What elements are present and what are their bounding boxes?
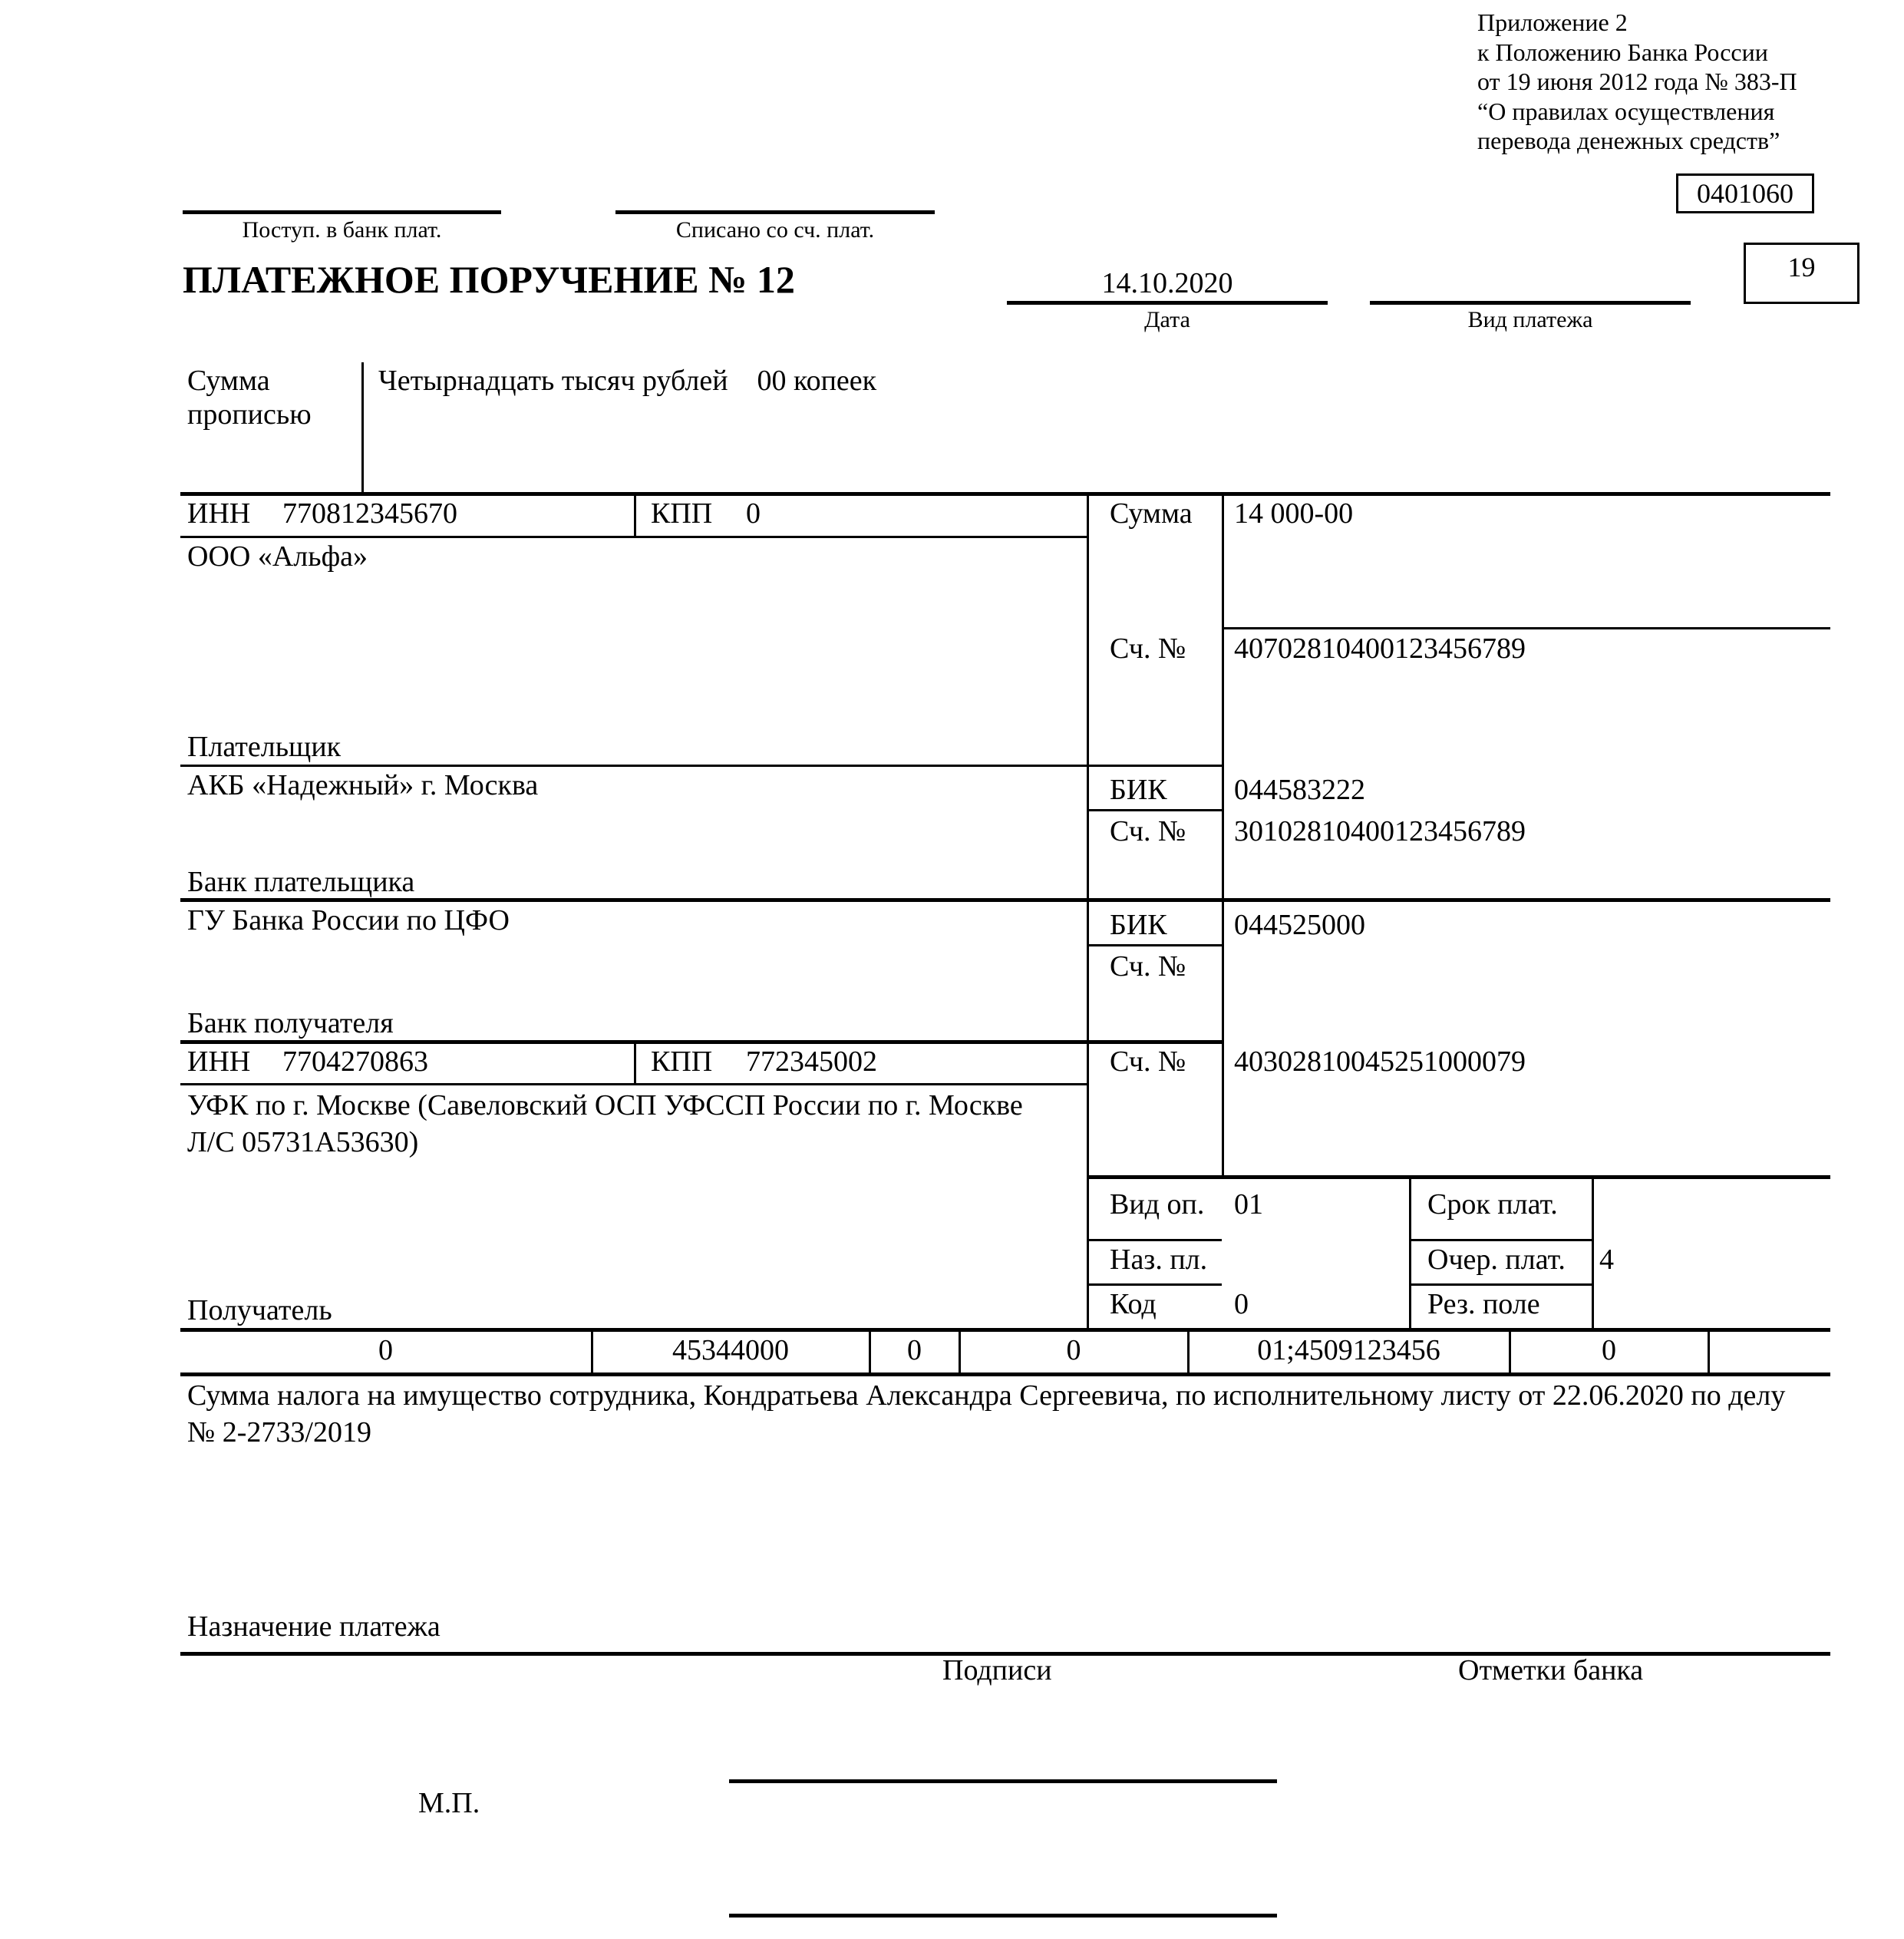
recipient-kpp-label: КПП — [651, 1045, 713, 1078]
date-line — [1007, 301, 1328, 305]
form-code-box — [1676, 173, 1814, 213]
recipient-account[interactable]: 40302810045251000079 — [1234, 1045, 1526, 1078]
op-type[interactable]: 01 — [1234, 1188, 1263, 1221]
sum-value[interactable]: 14 000-00 — [1234, 497, 1354, 530]
tax-field-status[interactable]: 0 — [378, 1334, 393, 1366]
code-label: Код — [1110, 1288, 1157, 1320]
recipient-bank-bik[interactable]: 044525000 — [1234, 909, 1365, 941]
priority-value[interactable]: 4 — [1599, 1244, 1614, 1276]
appendix-line: “О правилах осуществления — [1477, 97, 1775, 125]
payer-bank-corr[interactable]: 30102810400123456789 — [1234, 815, 1526, 847]
stamp-label: М.П. — [418, 1787, 480, 1819]
grid-line — [180, 492, 1830, 496]
amount-words-divider — [361, 362, 364, 494]
grid-line — [1087, 1175, 1830, 1179]
debited-date-line[interactable] — [615, 210, 935, 214]
tax-field-oktmo[interactable]: 45344000 — [672, 1334, 789, 1366]
recipient-inn[interactable]: 7704270863 — [282, 1045, 428, 1078]
reserve-field-label: Рез. поле — [1427, 1288, 1540, 1320]
received-label: Поступ. в банк плат. — [242, 217, 442, 243]
grid-line — [634, 494, 636, 537]
appendix-line: от 19 июня 2012 года № 383-П — [1477, 68, 1797, 95]
received-date-line[interactable] — [183, 210, 501, 214]
payer-bank-bik-label: БИК — [1110, 774, 1167, 806]
sum-label: Сумма — [1110, 497, 1193, 530]
grid-line — [1409, 1239, 1593, 1241]
grid-line — [1087, 1239, 1222, 1241]
grid-line — [180, 1372, 1830, 1376]
payer-account-label: Сч. № — [1110, 633, 1186, 665]
signature-line-1[interactable] — [729, 1779, 1277, 1783]
recipient-bank-bik-label: БИК — [1110, 909, 1167, 941]
status-code-box[interactable] — [1744, 243, 1859, 304]
payer-kpp[interactable]: 0 — [746, 497, 761, 530]
grid-line — [180, 765, 1222, 767]
grid-line — [1087, 1283, 1222, 1286]
payment-type-line — [1370, 301, 1691, 305]
payer-bank-bik[interactable]: 044583222 — [1234, 774, 1365, 806]
priority-label: Очер. плат. — [1427, 1244, 1566, 1276]
recipient-bank-name[interactable]: ГУ Банка России по ЦФО — [187, 904, 510, 936]
grid-line — [180, 1040, 1222, 1044]
date-value[interactable]: 14.10.2020 — [1101, 267, 1233, 299]
grid-line — [1708, 1330, 1710, 1373]
grid-line — [180, 1328, 1830, 1332]
appendix-line: Приложение 2 — [1477, 8, 1628, 36]
recipient-inn-label: ИНН — [187, 1045, 251, 1078]
appendix-line: перевода денежных средств” — [1477, 127, 1780, 154]
tax-field-doc-date[interactable]: 0 — [1602, 1334, 1616, 1366]
payer-bank-label: Банк плательщика — [187, 866, 415, 898]
grid-line — [180, 898, 1830, 902]
tax-field-basis[interactable]: 0 — [907, 1334, 922, 1366]
amount-words-label-line1: Сумма — [187, 365, 270, 397]
grid-line — [1409, 1177, 1411, 1329]
signature-line-2[interactable] — [729, 1914, 1277, 1918]
grid-line — [1222, 494, 1224, 1179]
grid-line — [180, 1083, 1087, 1085]
payment-type-label: Вид платежа — [1467, 307, 1593, 332]
tax-field-period[interactable]: 0 — [1066, 1334, 1081, 1366]
bank-marks-label: Отметки банка — [1458, 1654, 1644, 1686]
page-title: ПЛАТЕЖНОЕ ПОРУЧЕНИЕ № 12 — [183, 258, 795, 301]
grid-line — [1087, 944, 1222, 946]
recipient-account-label: Сч. № — [1110, 1045, 1186, 1078]
payer-account[interactable]: 40702810400123456789 — [1234, 633, 1526, 665]
form-code: 0401060 — [1697, 178, 1793, 209]
amount-words-label — [187, 365, 312, 431]
status-code: 19 — [1787, 252, 1816, 282]
date-label: Дата — [1144, 307, 1190, 332]
payment-purpose-label: Назначение платежа — [187, 1610, 441, 1643]
grid-line — [1087, 494, 1089, 1330]
due-date-label: Срок плат. — [1427, 1188, 1558, 1221]
signatures-label: Подписи — [942, 1654, 1052, 1686]
recipient-label: Получатель — [187, 1294, 332, 1326]
amount-words-value[interactable]: Четырнадцать тысяч рублей 00 копеек — [378, 365, 877, 397]
appendix-line: к Положению Банка России — [1477, 38, 1768, 66]
purpose-code-label: Наз. пл. — [1110, 1244, 1208, 1276]
code-value[interactable]: 0 — [1234, 1288, 1249, 1320]
tax-field-doc-number[interactable]: 01;4509123456 — [1257, 1334, 1440, 1366]
recipient-bank-label: Банк получателя — [187, 1007, 394, 1039]
grid-line — [1409, 1283, 1593, 1286]
appendix-note — [1477, 8, 1797, 156]
grid-line — [634, 1042, 636, 1085]
grid-line — [1592, 1177, 1594, 1329]
payer-bank-name[interactable]: АКБ «Надежный» г. Москва — [187, 769, 539, 801]
recipient-kpp[interactable]: 772345002 — [746, 1045, 877, 1078]
payer-kpp-label: КПП — [651, 497, 713, 530]
payer-name[interactable]: ООО «Альфа» — [187, 540, 368, 573]
payer-inn-label: ИНН — [187, 497, 251, 530]
amount-words-label-line2: прописью — [187, 398, 312, 431]
recipient-bank-corr-label: Сч. № — [1110, 950, 1186, 983]
recipient-name[interactable]: УФК по г. Москве (Савеловский ОСП УФССП России по г. Москве Л/С 05731А53630) — [187, 1089, 1023, 1158]
payer-inn[interactable]: 770812345670 — [282, 497, 457, 530]
grid-line — [1222, 627, 1830, 629]
debited-label: Списано со сч. плат. — [675, 217, 875, 243]
payer-bank-corr-label: Сч. № — [1110, 815, 1186, 847]
payer-label: Плательщик — [187, 731, 342, 763]
grid-line — [1087, 809, 1222, 811]
payment-purpose-text[interactable]: Сумма налога на имущество сотрудника, Кондратьева Александра Сергеевича, по исполнительному листу от 22.06.2020 по делу № 2-2733/2019 — [187, 1379, 1786, 1448]
op-type-label: Вид оп. — [1110, 1188, 1205, 1221]
